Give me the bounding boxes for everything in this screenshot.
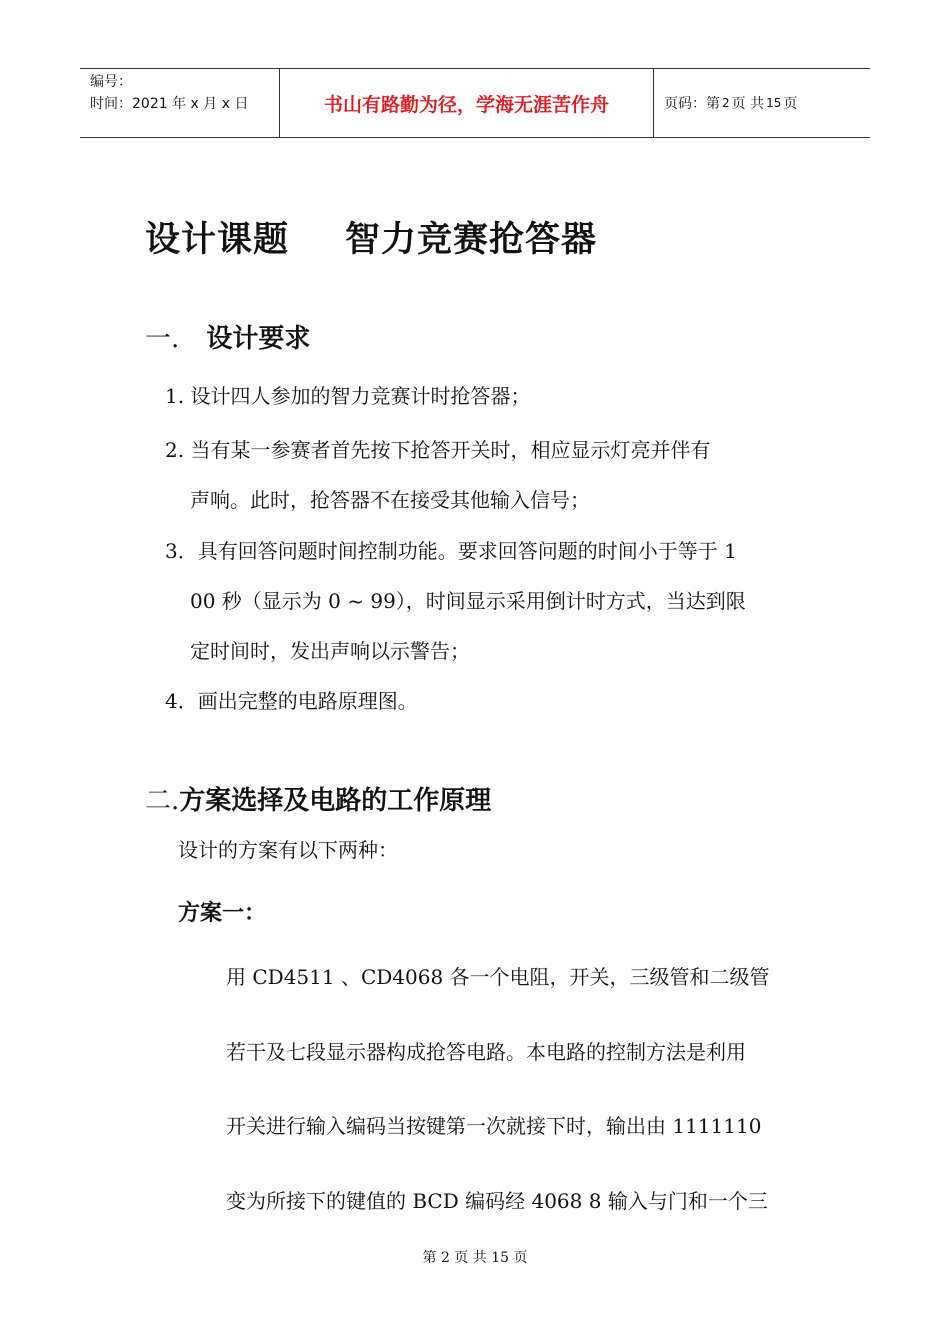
page-footer: 第 2 页 共 15 页 xyxy=(422,1250,528,1266)
title-right: 智力竞赛抢答器 xyxy=(345,220,598,260)
section2-title: 方案选择及电路的工作原理 xyxy=(179,786,492,816)
section1-title: 设计要求 xyxy=(206,324,311,354)
section1-number: 一. xyxy=(145,324,180,354)
header-page-mid: 页 共 xyxy=(731,96,765,112)
section1-heading xyxy=(145,318,310,355)
header-page-suffix: 页 xyxy=(783,96,798,112)
plan1-heading: 方案一： xyxy=(178,901,267,926)
plan1-line-3: 开关进行输入编码当按键第一次就接下时，输出由 1111110 xyxy=(226,1114,762,1138)
req-line-6: 定时间时，发出声响以示警告； xyxy=(190,639,470,663)
header-page-current: 2 xyxy=(722,96,730,110)
header-page-info xyxy=(654,69,870,137)
header-time-label: 时间：2021 年 x 月 x 日 xyxy=(90,96,249,112)
section2-intro: 设计的方案有以下两种： xyxy=(178,838,398,862)
plan1-line-1: 用 CD4511 、CD4068 各一个电阻，开关，三级管和二级管 xyxy=(226,965,770,989)
header-meta xyxy=(80,69,280,137)
req-line-2: 2. 当有某一参赛者首先按下抢答开关时，相应显示灯亮并伴有 xyxy=(165,438,711,462)
header-page-total: 15 xyxy=(766,96,782,110)
page-header xyxy=(80,68,870,138)
header-page-prefix: 页码：第 xyxy=(664,96,720,112)
document-title xyxy=(145,212,597,262)
req-line-5: 00 秒（显示为 0 ~ 99），时间显示采用倒计时方式，当达到限 xyxy=(190,589,746,613)
req-line-3: 声响。此时，抢答器不在接受其他输入信号； xyxy=(190,488,590,512)
plan1-line-4: 变为所接下的键值的 BCD 编码经 4068 8 输入与门和一个三 xyxy=(226,1189,768,1213)
req-line-7: 4．画出完整的电路原理图。 xyxy=(165,689,418,713)
req-line-4: 3．具有回答问题时间控制功能。要求回答问题的时间小于等于 1 xyxy=(165,539,737,563)
plan1-line-2: 若干及七段显示器构成抢答电路。本电路的控制方法是利用 xyxy=(226,1040,746,1064)
title-left: 设计课题 xyxy=(145,220,290,260)
header-number-label: 编号： xyxy=(90,74,132,90)
header-motto: 书山有路勤为径，学海无涯苦作舟 xyxy=(280,69,654,137)
section2-heading xyxy=(145,780,491,817)
req-line-1: 1. 设计四人参加的智力竞赛计时抢答器； xyxy=(165,384,531,408)
section2-number: 二. xyxy=(145,786,180,816)
